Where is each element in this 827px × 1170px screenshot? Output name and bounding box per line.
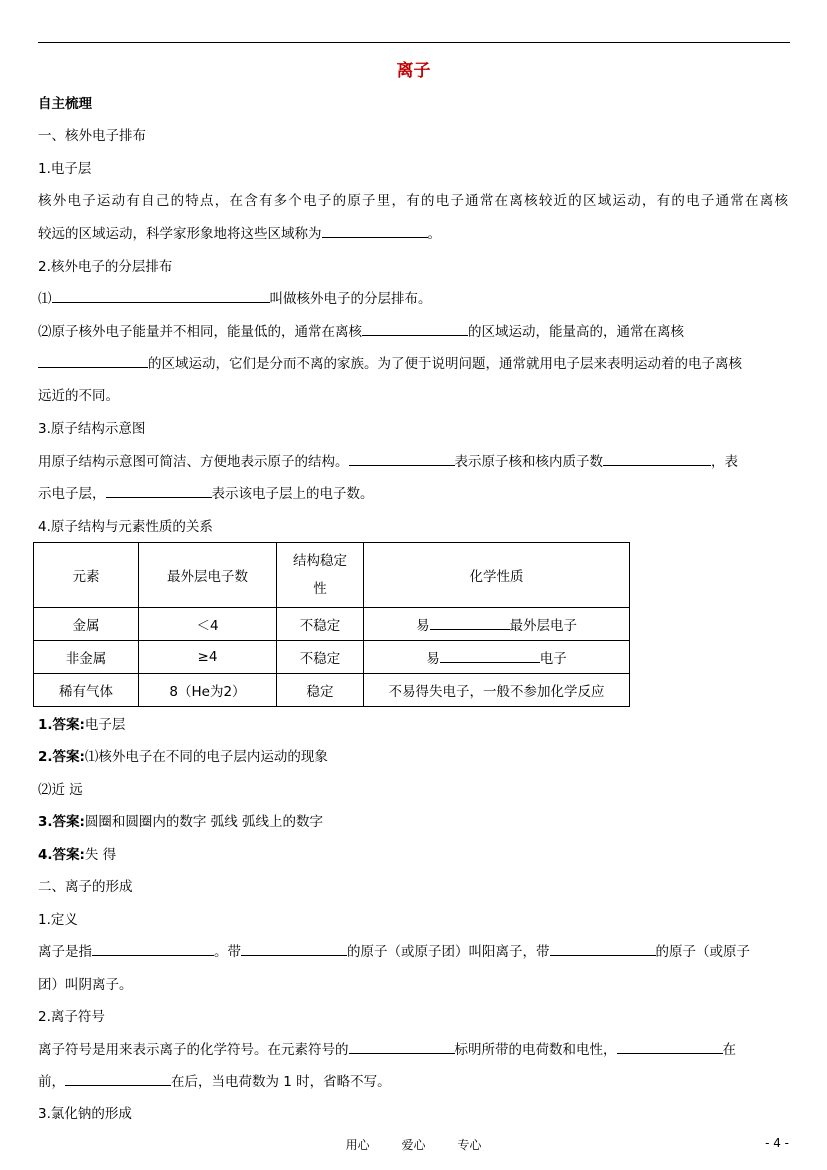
fill-blank[interactable] — [440, 649, 540, 663]
table-header-cell: 结构稳定 性 — [277, 543, 364, 608]
footer-word: 用心 — [345, 1138, 370, 1152]
fill-blank[interactable] — [322, 224, 428, 238]
table-cell: 易 最外层电子 — [364, 608, 630, 641]
table-row — [34, 641, 630, 674]
fill-blank[interactable] — [65, 1072, 171, 1086]
answer-2: 2.答案:⑴核外电子在不同的电子层内运动的现象 — [38, 749, 328, 765]
s1-p2b: ⑵原子核外电子能量并不相同，能量低的，通常在离核 的区域运动，能量高的，通常在离核 — [38, 324, 684, 340]
fill-blank[interactable] — [241, 942, 347, 956]
fill-blank[interactable] — [349, 452, 455, 466]
fill-blank[interactable] — [603, 452, 711, 466]
s2-p1a: 离子是指 。带 的原子（或原子团）叫阳离子，带 的原子（或原子 — [38, 944, 750, 960]
s1-item2: 2.核外电子的分层排布 — [38, 259, 173, 275]
answer-2b: ⑵近 远 — [38, 782, 83, 798]
table-header-cell: 最外层电子数 — [139, 543, 277, 608]
s1-item3: 3.原子结构示意图 — [38, 421, 146, 437]
header-rule — [38, 42, 790, 43]
fill-blank[interactable] — [550, 942, 656, 956]
s2-p2b: 前， 在后，当电荷数为 1 时，省略不写。 — [38, 1074, 391, 1090]
table-cell: 8（He为2） — [139, 674, 277, 707]
fill-blank[interactable] — [362, 322, 468, 336]
s1-item4: 4.原子结构与元素性质的关系 — [38, 519, 213, 535]
fill-blank[interactable] — [349, 1040, 455, 1054]
fill-blank[interactable] — [52, 289, 270, 303]
s2-heading: 二、离子的形成 — [38, 879, 133, 895]
s1-p1b: 较远的区域运动，科学家形象地将这些区域称为 。 — [38, 226, 441, 242]
element-properties-table — [33, 542, 630, 707]
page-title: 离子 — [396, 61, 431, 81]
table-header-row — [34, 543, 630, 608]
s2-item2: 2.离子符号 — [38, 1009, 105, 1025]
table-cell: 非金属 — [34, 641, 139, 674]
fill-blank[interactable] — [92, 942, 214, 956]
table-row — [34, 608, 630, 641]
table-cell: ≥4 — [139, 641, 277, 674]
s1-p2d: 远近的不同。 — [38, 388, 119, 404]
s1-p2c: 的区域运动，它们是分而不离的家族。为了便于说明问题，通常就用电子层来表明运动着的电子离核 — [38, 354, 742, 374]
s1-p1a: 核外电子运动有自己的特点，在含有多个电子的原子里，有的电子通常在离核较近的区域运动，有的电子通常在离核 — [38, 193, 788, 209]
answer-3: 3.答案:圆圈和圆圈内的数字 弧线 弧线上的数字 — [38, 814, 324, 830]
table-header-cell: 元素 — [34, 543, 139, 608]
table-cell: 不稳定 — [277, 641, 364, 674]
table-cell: 不易得失电子，一般不参加化学反应 — [364, 674, 630, 707]
table-cell: 稳定 — [277, 674, 364, 707]
fill-blank[interactable] — [38, 354, 148, 368]
s2-p1b: 团）叫阴离子。 — [38, 977, 133, 993]
table-row — [34, 674, 630, 707]
table-cell: 稀有气体 — [34, 674, 139, 707]
table-cell: 不稳定 — [277, 608, 364, 641]
s1-p2a: ⑴ 叫做核外电子的分层排布。 — [38, 291, 432, 307]
answer-4: 4.答案:失 得 — [38, 847, 117, 863]
fill-blank[interactable] — [106, 484, 212, 498]
s1-item1: 1.电子层 — [38, 161, 92, 177]
s2-p2a: 离子符号是用来表示离子的化学符号。在元素符号的 标明所带的电荷数和电性， 在 — [38, 1042, 736, 1058]
table-cell: 金属 — [34, 608, 139, 641]
fill-blank[interactable] — [430, 616, 510, 630]
s1-p3b: 示电子层， 表示该电子层上的电子数。 — [38, 486, 374, 502]
answer-1: 1.答案:电子层 — [38, 717, 126, 733]
footer-word: 专心 — [457, 1138, 482, 1152]
s2-item1: 1.定义 — [38, 912, 78, 928]
fill-blank[interactable] — [617, 1040, 723, 1054]
footer-word: 爱心 — [401, 1138, 426, 1152]
footer-slogan — [0, 1136, 827, 1153]
s2-item3: 3.氯化钠的形成 — [38, 1106, 132, 1122]
s1-heading: 一、核外电子排布 — [38, 128, 146, 144]
s1-p3a: 用原子结构示意图可简洁、方便地表示原子的结构。 表示原子核和核内质子数 ，表 — [38, 454, 738, 470]
table-cell: ＜4 — [139, 608, 277, 641]
section-heading-self-study: 自主梳理 — [38, 96, 92, 112]
table-header-cell: 化学性质 — [364, 543, 630, 608]
page-number: - 4 - — [765, 1136, 789, 1150]
table-cell: 易 电子 — [364, 641, 630, 674]
